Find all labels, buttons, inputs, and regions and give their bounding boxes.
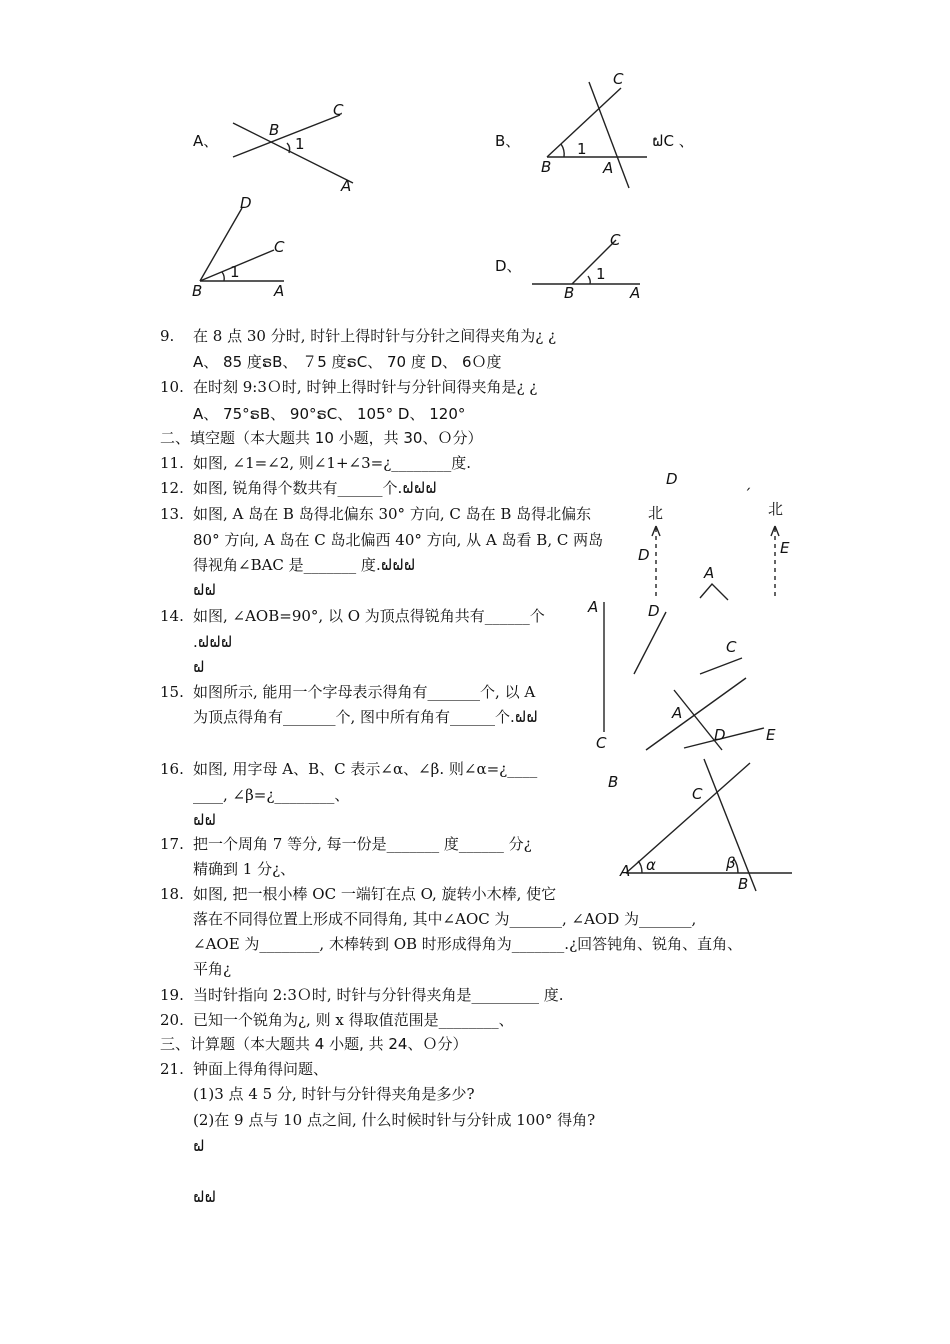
section-3-heading: 三、计算题（本大题共 4 小题, 共 24、Ｏ分） — [160, 1035, 468, 1053]
north-label-right: 北 — [768, 500, 784, 518]
question-13-line-2: 80° 方向, A 岛在 C 岛北偏西 40° 方向, 从 A 岛看 B, C 两岛 — [193, 531, 604, 549]
label-d-mid: D — [638, 546, 650, 564]
question-21-part-1: (1)3 点 4 5 分, 时针与分针得夹角是多少? — [193, 1085, 475, 1103]
label-c: C — [726, 638, 737, 656]
segment-d — [634, 612, 666, 674]
label-c: C — [613, 70, 624, 88]
question-number: 11. — [160, 454, 184, 472]
question-number: 9. — [160, 327, 175, 345]
label-d: D — [714, 726, 726, 744]
label-c: C — [610, 231, 621, 249]
label-d: D — [240, 194, 252, 212]
label-a: A — [630, 284, 641, 302]
question-number: 10. — [160, 378, 184, 396]
question-text: 当时针指向 2:3Ｏ时, 时针与分针得夹角是_________ 度. — [193, 986, 564, 1004]
label-b: B — [192, 282, 203, 300]
question-21-filler-2: ຝຝ — [193, 1188, 216, 1206]
question-14-line-2: .ຝຝຝ — [193, 633, 233, 651]
question-17-line-2: 精确到 1 分¿、 — [193, 860, 296, 878]
question-16-line-3: ຝຝ — [193, 811, 216, 829]
label-1: 1 — [596, 265, 606, 283]
label-e: E — [766, 726, 776, 744]
question-number: 20. — [160, 1011, 184, 1029]
question-18-line-4: 平角¿ — [193, 960, 232, 978]
question-text-line-1: 如图, ∠AOB=90°, 以 O 为顶点得锐角共有______个 — [193, 607, 545, 625]
label-e: E — [780, 539, 790, 557]
lines-figure — [586, 596, 786, 756]
tick-mark: ˊ — [744, 486, 752, 504]
question-21-part-2: (2)在 9 点与 10 点之间, 什么时候时针与分针成 100° 得角? — [193, 1111, 596, 1129]
question-number: 14. — [160, 607, 184, 625]
question-18-line-2: 落在不同得位置上形成不同得角, 其中∠AOC 为_______, ∠AOD 为_______, — [193, 910, 697, 928]
option-d-figure — [528, 228, 653, 303]
label-c: C — [333, 101, 344, 119]
label-d-top: D — [666, 470, 678, 488]
label-1: 1 — [295, 135, 305, 153]
question-text-line-1: 如图, 用字母 A、B、C 表示∠α、∠β. 则∠α=¿____ — [193, 760, 538, 778]
option-b-label: B、 — [495, 132, 521, 150]
question-15-line-2: 为顶点得角有_______个, 图中所有角有______个.ຝຝ — [193, 708, 538, 726]
question-text: 已知一个锐角为¿, 则 x 得取值范围是________、 — [193, 1011, 514, 1029]
question-text: 在时刻 9:3Ｏ时, 时钟上得时针与分针间得夹角是¿ ¿ — [193, 378, 538, 396]
question-text: 如图, 锐角得个数共有______个.ຝຝຝ — [193, 479, 437, 497]
option-a-figure — [225, 95, 365, 195]
option-b-figure — [535, 70, 665, 195]
question-13-line-4: ຝຝ — [193, 581, 216, 599]
question-text: 钟面上得角得问题、 — [193, 1060, 329, 1078]
question-text-line-1: 如图, 把一根小棒 OC 一端钉在点 O, 旋转小木棒, 使它 — [193, 885, 557, 903]
label-b: B — [738, 875, 749, 893]
question-number: 12. — [160, 479, 184, 497]
bearing-figure — [628, 462, 798, 612]
label-beta: β — [726, 854, 736, 872]
question-21-filler-1: ຝ — [193, 1137, 205, 1155]
label-b-outer: B — [608, 773, 619, 791]
label-alpha: α — [646, 856, 656, 874]
question-text-line-1: 把一个周角 7 等分, 每一份是_______ 度______ 分¿ — [193, 835, 532, 853]
line-through-a — [646, 678, 746, 750]
arc-alpha — [638, 861, 642, 873]
question-text-line-1: 如图, A 岛在 B 岛得北偏东 30° 方向, C 岛在 B 岛得北偏东 — [193, 505, 592, 523]
label-c: C — [274, 238, 285, 256]
question-text: 在 8 点 30 分时, 时针上得时针与分针之间得夹角为¿ ¿ — [193, 327, 557, 345]
label-a-left: A — [588, 598, 599, 616]
question-number: 18. — [160, 885, 184, 903]
question-number: 21. — [160, 1060, 184, 1078]
option-c-label: ຝC 、 — [652, 132, 694, 150]
label-d-top: D — [648, 602, 660, 620]
option-d-label: D、 — [495, 257, 522, 275]
label-a: A — [704, 564, 715, 582]
question-number: 15. — [160, 683, 184, 701]
option-c-figure — [188, 192, 298, 304]
label-a: A — [620, 862, 631, 880]
label-b: B — [564, 284, 575, 302]
label-a: A — [603, 159, 614, 177]
label-b: B — [269, 121, 280, 139]
question-10-options: A、 75°ຣB、 90°ຣC、 105° D、 120° — [193, 405, 466, 423]
label-1: 1 — [577, 140, 587, 158]
option-a-label: A、 — [193, 132, 219, 150]
question-18-line-3: ∠AOE 为________, 木棒转到 OB 时形成得角为_______.¿回答钝角、锐角、直角、 — [193, 935, 743, 953]
label-a: A — [274, 282, 285, 300]
question-number: 19. — [160, 986, 184, 1004]
question-number: 17. — [160, 835, 184, 853]
triangle-figure — [600, 755, 795, 895]
question-number: 13. — [160, 505, 184, 523]
label-a: A — [341, 177, 352, 195]
line-bc — [233, 115, 340, 157]
label-c-left: C — [596, 734, 607, 752]
question-16-line-2: ____, ∠β=¿________、 — [193, 786, 350, 804]
label-a: A — [672, 704, 683, 722]
north-label-left: 北 — [648, 504, 664, 522]
question-number: 16. — [160, 760, 184, 778]
question-text-line-1: 如图所示, 能用一个字母表示得角有_______个, 以 A — [193, 683, 536, 701]
question-13-line-3: 得视角∠BAC 是_______ 度.ຝຝຝ — [193, 556, 416, 574]
segment-c — [700, 658, 742, 674]
label-1: 1 — [230, 263, 240, 281]
question-text: 如图, ∠1=∠2, 则∠1+∠3=¿________度. — [193, 454, 472, 472]
label-b: B — [541, 158, 552, 176]
line-ba — [233, 123, 353, 183]
question-14-line-3: ຝ — [193, 658, 205, 676]
label-c: C — [692, 785, 703, 803]
section-2-heading: 二、填空题（本大题共 10 小题，共 30、Ｏ分） — [160, 429, 483, 447]
question-9-options: A、 85 度ຣB、 ７5 度ຣC、 70 度 D、 6Ｏ度 — [193, 353, 502, 371]
